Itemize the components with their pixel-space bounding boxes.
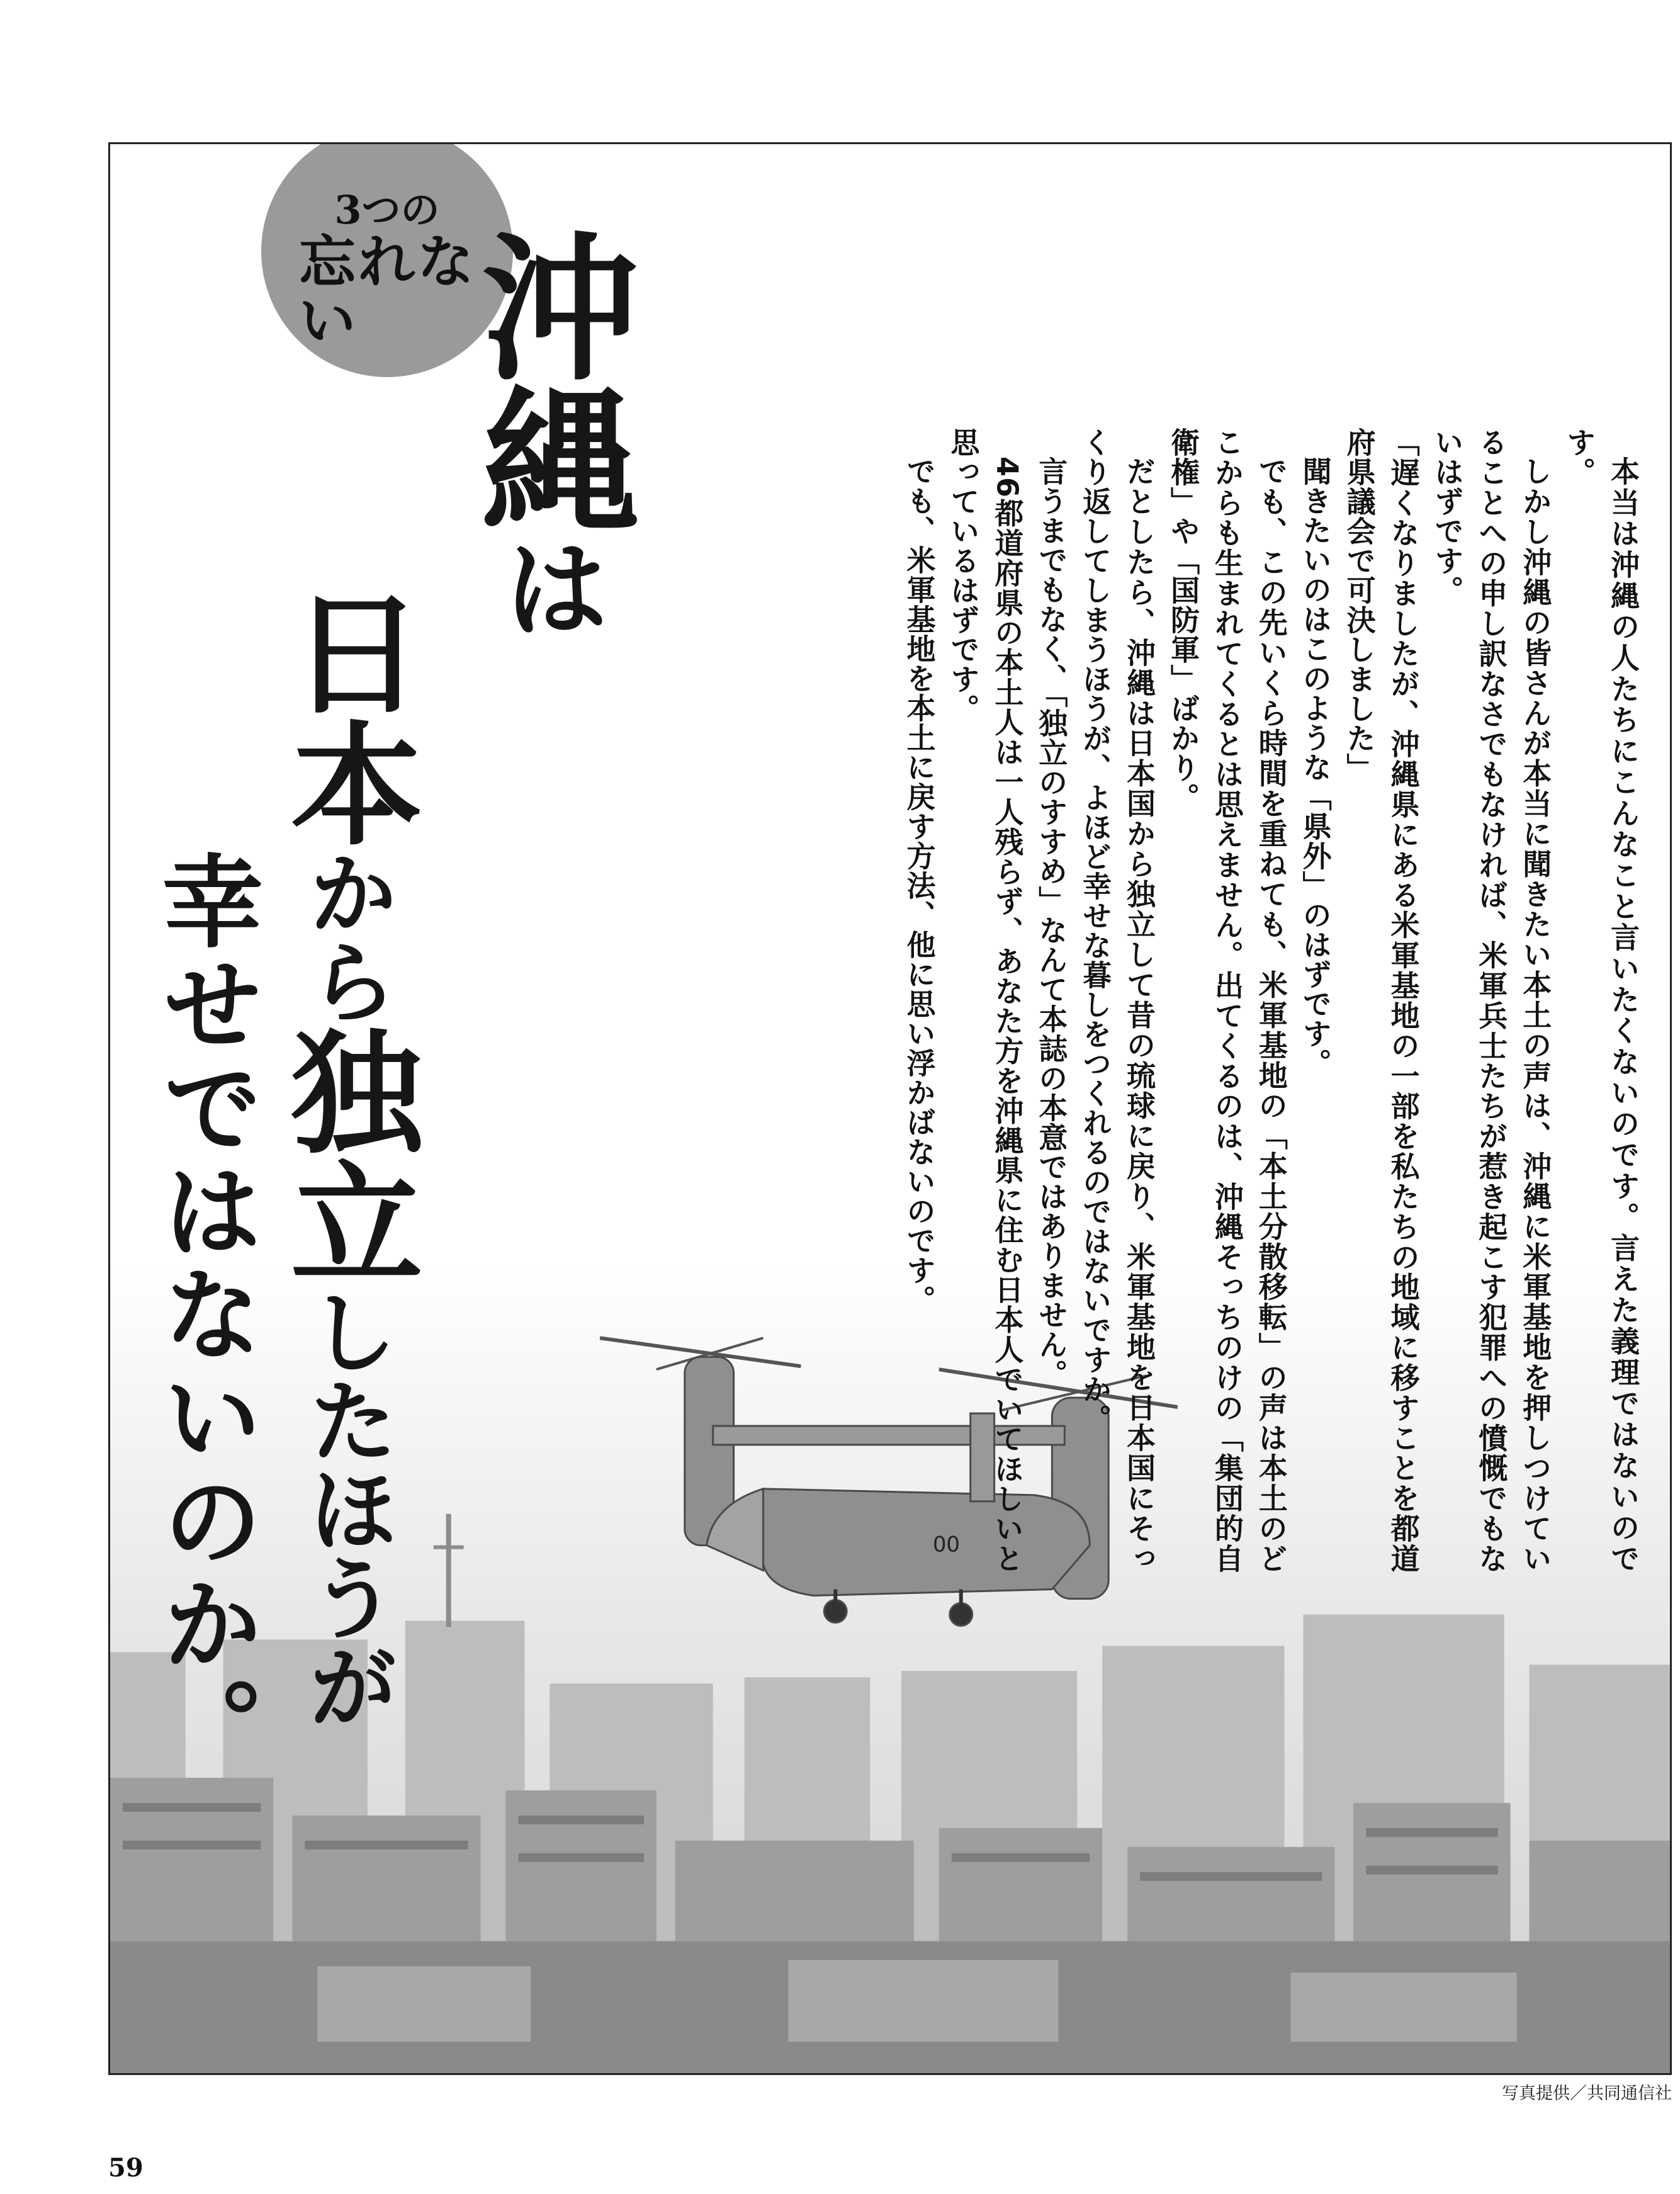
badge-line-2: 忘れない <box>299 228 476 355</box>
aircraft-tail-text: 00 <box>932 1532 960 1557</box>
body-paragraph-8: 46都道府県の本土人は一人残らず、あなた方を沖縄県に住む日本人でいてほしいと思っているはずです。 <box>946 427 1025 1573</box>
body-paragraph-5: でも、この先いくら時間を重ねても、米軍基地の「本土分散移転」の声は本土のどこからも生まれてくるとは思えません。出てくるのは、沖縄そっちのけの「集団的自衛権」や「国防軍」ばかり。 <box>1166 427 1288 1573</box>
headline-column-2 <box>269 585 424 1729</box>
headline-column-1 <box>455 226 640 636</box>
body-paragraph-2: しかし沖縄の皆さんが本当に聞きたい本土の声は、沖縄に米軍基地を押しつけていることへの申し訳なさでもなければ、米軍兵士たちが惹き起こす犯罪への憤慨でもないはずです。 <box>1430 427 1553 1574</box>
headline-shitahouga: したほうが <box>293 1286 399 1729</box>
headline-kara: から <box>293 847 399 1024</box>
body-paragraph-4: 聞きたいのはこのような「県外」のはずです。 <box>1298 456 1333 1078</box>
headline-column-3: 幸せではないのか。 <box>145 849 264 1778</box>
page-number: 59 <box>108 2153 144 2183</box>
article-frame <box>108 142 1672 2075</box>
photo-credit: 写真提供／共同通信社 <box>1502 2084 1672 2103</box>
body-paragraph-1: 本当は沖縄の人たちにこんなこと言いたくないのです。言えた義理ではないのです。 <box>1562 427 1640 1573</box>
headline-particle-wa: は <box>485 533 611 636</box>
article-body <box>864 427 1645 1573</box>
body-paragraph-7: 言うまでもなく、「独立のすすめ」なんて本誌の本意ではありません。 <box>1034 456 1069 1389</box>
body-paragraph-9: でも、米軍基地を本土に戻す方法、他に思い浮かばないのです。 <box>902 456 937 1315</box>
headline-nihon: 日本 <box>269 585 424 847</box>
body-paragraph-6: だとしたら、沖縄は日本国から独立して昔の琉球に戻り、米軍基地を日本国にそっくり返してしまうほうが、よほど幸せな暮しをつくれるのではないですか。 <box>1078 427 1157 1573</box>
body-paragraph-3: 「遅くなりましたが、沖縄県にある米軍基地の一部を私たちの地域に移すことを都道府県議会で可決しました」 <box>1342 427 1421 1573</box>
badge-line-1: 3つの <box>334 187 440 234</box>
headline-okinawa: 沖縄 <box>455 226 640 533</box>
headline-dokuritsu: 独立 <box>269 1024 424 1286</box>
